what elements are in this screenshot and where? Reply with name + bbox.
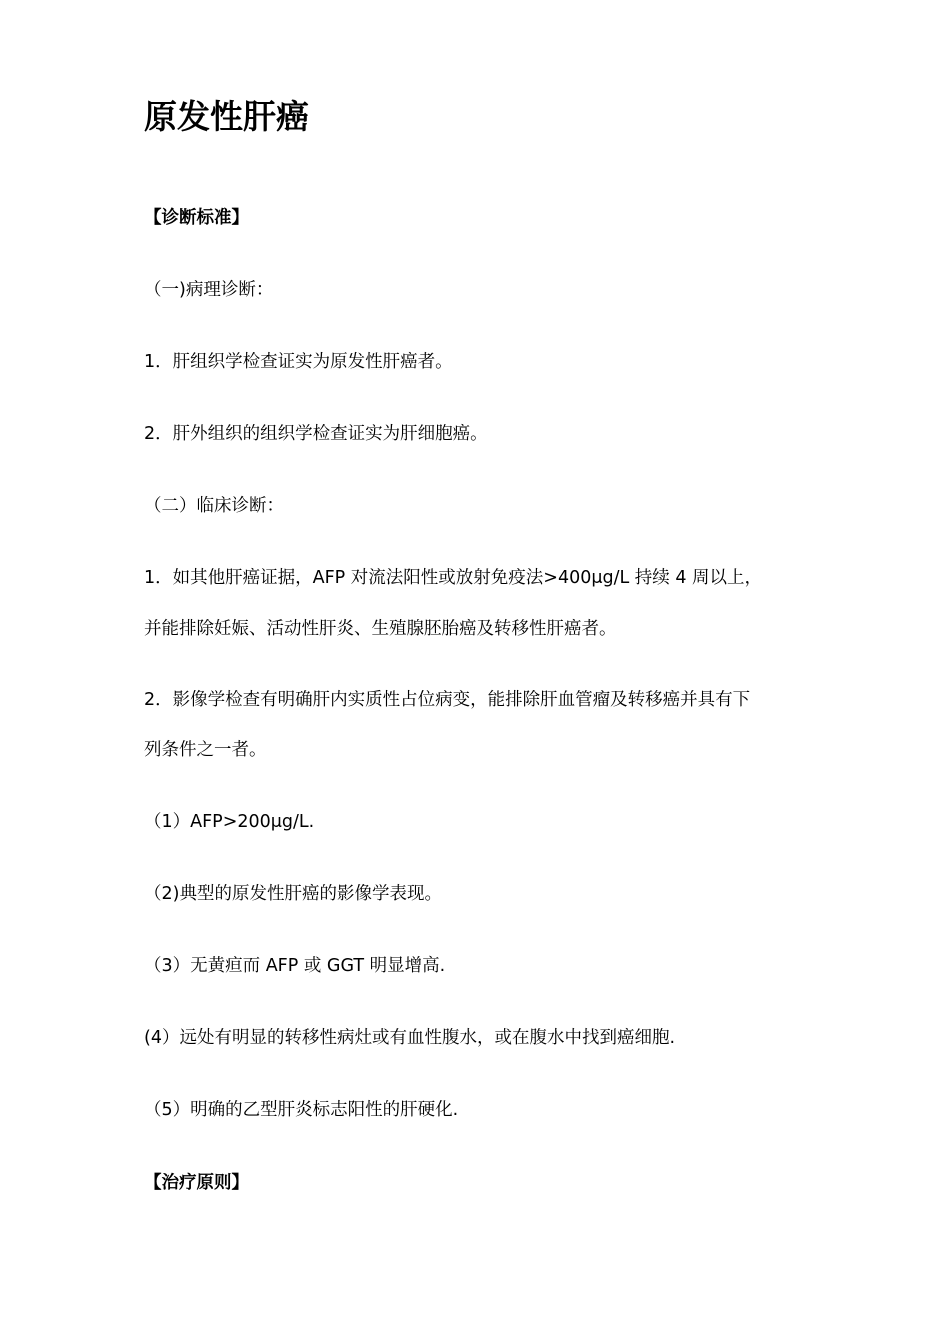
paragraph-condition-5: （5）明确的乙型肝炎标志阳性的肝硬化.: [144, 1100, 459, 1120]
paragraph-clinical-item-2-line-1: 2．影像学检查有明确肝内实质性占位病变，能排除肝血管瘤及转移癌并具有下: [144, 690, 751, 710]
paragraph-condition-3: （3）无黄疸而 AFP 或 GGT 明显增高.: [144, 956, 446, 976]
paragraph-pathology-item-2: 2．肝外组织的组织学检查证实为肝细胞癌。: [144, 424, 488, 444]
paragraph-clinical-item-1-line-1: 1．如其他肝癌证据，AFP 对流法阳性或放射免疫法>400μg/L 持续 4 周以上，: [144, 568, 763, 588]
paragraph-pathology-heading: （一)病理诊断：: [144, 280, 274, 300]
section-heading-diagnosis: 【诊断标准】: [144, 208, 249, 228]
paragraph-clinical-item-2-line-2: 列条件之一者。: [144, 740, 267, 760]
page-title: 原发性肝癌: [144, 97, 309, 136]
paragraph-clinical-item-1-line-2: 并能排除妊娠、活动性肝炎、生殖腺胚胎癌及转移性肝癌者。: [144, 619, 617, 639]
paragraph-condition-4: (4）远处有明显的转移性病灶或有血性腹水，或在腹水中找到癌细胞.: [144, 1028, 676, 1048]
section-heading-treatment: 【治疗原则】: [144, 1173, 249, 1193]
paragraph-condition-2: （2)典型的原发性肝癌的影像学表现。: [144, 884, 442, 904]
paragraph-clinical-heading: （二）临床诊断：: [144, 496, 284, 516]
paragraph-condition-1: （1）AFP>200μg/L.: [144, 812, 315, 832]
paragraph-pathology-item-1: 1．肝组织学检查证实为原发性肝癌者。: [144, 352, 453, 372]
